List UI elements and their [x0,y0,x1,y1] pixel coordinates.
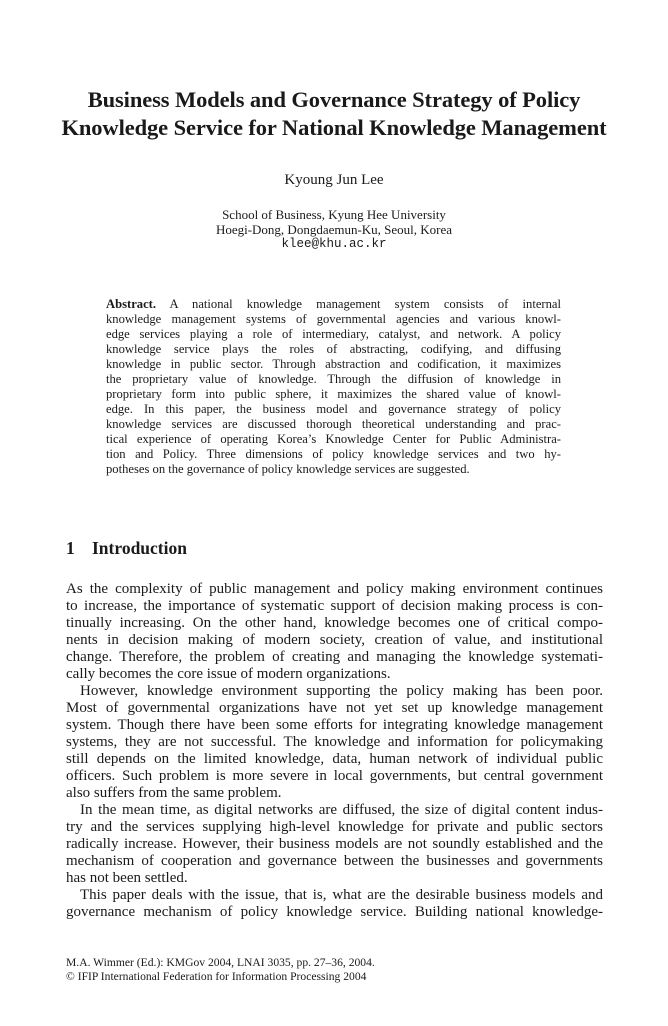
body-line: to increase, the importance of systematic support of decision making process is con- [66,598,603,614]
body-line: However, knowledge environment supporting the policy making has been poor. [80,683,603,699]
body-line: radically increase. However, their business models are not soundly established and the [66,836,603,852]
abstract-line: the proprietary value of knowledge. Through the diffusion of knowledge in [106,372,561,386]
citation-footer: M.A. Wimmer (Ed.): KMGov 2004, LNAI 3035, pp. 27–36, 2004. [66,956,375,969]
copyright-footer: © IFIP International Federation for Information Processing 2004 [66,970,367,983]
body-line: In the mean time, as digital networks are diffused, the size of digital content indus- [80,802,603,818]
body-line: As the complexity of public management and policy making environment continues [66,581,603,597]
abstract-line: tical experience of operating Korea’s Knowledge Center for Public Administra- [106,432,561,446]
abstract-line: knowledge services are discussed thorough theoretical understanding and prac- [106,417,561,431]
affiliation-line-2: Hoegi-Dong, Dongdaemun-Ku, Seoul, Korea [215,222,453,237]
body-line: Most of governmental organizations have not yet set up knowledge management [66,700,603,716]
body-line: still depends on the limited knowledge, data, human network of individual public [66,751,603,767]
body-line: also suffers from the same problem. [66,785,282,801]
body-line: has not been settled. [66,870,188,886]
body-line: mechanism of cooperation and governance between the businesses and governments [66,853,603,869]
abstract-line: edge services playing a role of intermediary, catalyst, and network. A policy [106,327,561,341]
body-line: systems, they are not successful. The knowledge and information for policymaking [66,734,603,750]
section-heading [66,538,187,559]
abstract-label: Abstract. [106,297,157,311]
abstract-line: knowledge service plays the roles of abstracting, codifying, and diffusing [106,342,561,356]
abstract-line: Abstract. A national knowledge management system consists of internal [106,297,561,311]
section-number: 1 [66,538,75,558]
body-line: try and the services supplying high-level knowledge for private and public sectors [66,819,603,835]
body-line: nents in decision making of modern society, creation of value, and institutional [66,632,603,648]
abstract-line: potheses on the governance of policy knowledge services are suggested. [106,462,470,476]
author-name: Kyoung Jun Lee [284,172,384,188]
body-line: tinually increasing. On the other hand, knowledge becomes one of critical compo- [66,615,603,631]
body-line: change. Therefore, the problem of creating and managing the knowledge systemati- [66,649,603,665]
paper-title-line-1: Business Models and Governance Strategy of Policy [87,87,581,112]
abstract-line: knowledge management systems of governmental agencies and various knowl- [106,312,561,326]
body-line: governance mechanism of policy knowledge service. Building national knowledge- [66,904,603,920]
paper-title-line-2: Knowledge Service for National Knowledge Management [61,115,607,140]
section-title: Introduction [92,538,187,558]
abstract-line: edge. In this paper, the business model and governance strategy of policy [106,402,561,416]
affiliation-line-1: School of Business, Kyung Hee University [222,207,446,222]
body-line: This paper deals with the issue, that is, what are the desirable business models and [80,887,603,903]
author-email: klee@khu.ac.kr [281,237,387,251]
abstract-line: tion and Policy. Three dimensions of policy knowledge services and two hy- [106,447,561,461]
body-line: officers. Such problem is more severe in local governments, but central government [66,768,603,784]
body-line: system. Though there have been some efforts for integrating knowledge management [66,717,603,733]
body-line: cally becomes the core issue of modern organizations. [66,666,391,682]
abstract-line: proprietary form into public sphere, it maximizes the shared value of knowl- [106,387,561,401]
abstract-line: knowledge in public sector. Through abstraction and codification, it maximizes [106,357,561,371]
